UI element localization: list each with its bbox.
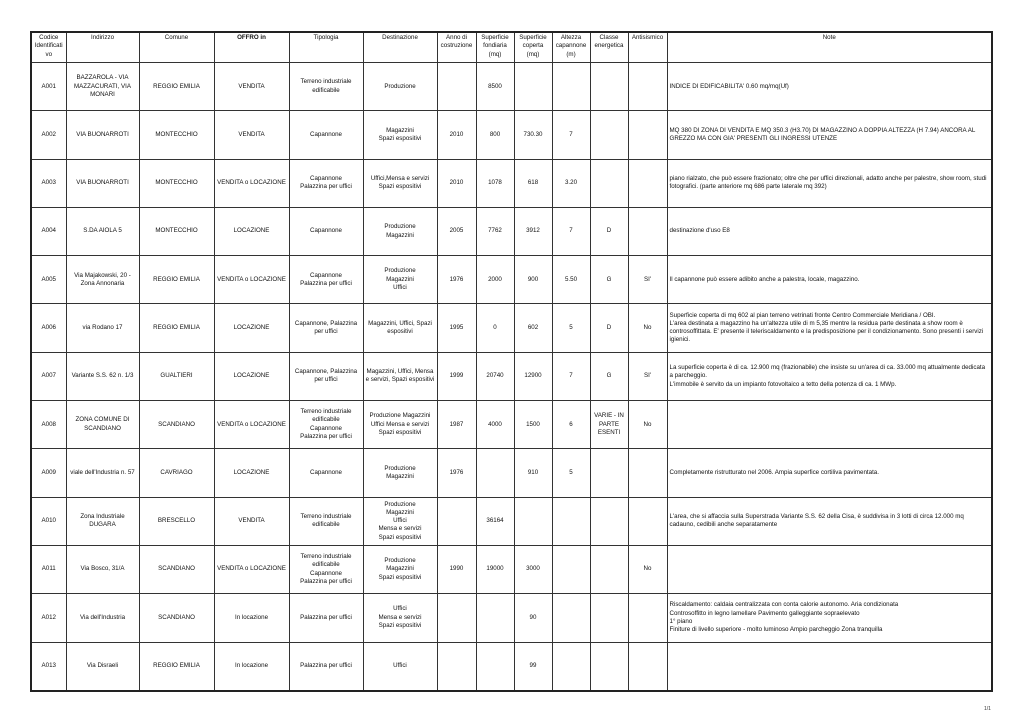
table-row (31, 63, 992, 111)
cell-code: A003 (31, 159, 66, 207)
cell-type: Capannone (289, 111, 363, 159)
table-row (31, 207, 992, 255)
cell-offer: LOCAZIONE (214, 304, 289, 352)
header-use: Destinazione (363, 32, 437, 63)
cell-height (552, 545, 590, 593)
cell-covered-area: 12900 (514, 352, 552, 400)
cell-height: 5 (552, 304, 590, 352)
cell-offer: VENDITA (214, 497, 289, 545)
cell-height: 3.20 (552, 159, 590, 207)
cell-year: 1990 (437, 545, 476, 593)
cell-land-area: 800 (476, 111, 514, 159)
cell-height: 7 (552, 207, 590, 255)
cell-year (437, 497, 476, 545)
cell-notes: Superficie coperta di mq 602 al pian terreno vetrinati fronte Centro Commerciale Meridiana / OBI. L'area destinata a magazzino ha un'altezza utile di m 5,35 mentre la residua parte destinata a show room è controsoffittata. E' presente il teleriscaldamento e la predisposizione per il condizionamento. Sono presenti i servizi igienici. (667, 304, 992, 352)
cell-notes (667, 642, 992, 691)
cell-covered-area: 910 (514, 449, 552, 497)
cell-year (437, 594, 476, 642)
table-header (31, 32, 992, 63)
cell-covered-area (514, 497, 552, 545)
cell-type: Capannone, Palazzina per uffici (289, 304, 363, 352)
header-year: Anno di costruzione (437, 32, 476, 63)
cell-land-area: 4000 (476, 401, 514, 449)
cell-antiseismic (628, 111, 667, 159)
cell-notes: MQ 380 DI ZONA DI VENDITA E MQ 350.3 (H3.70) DI MAGAZZINO A DOPPIA ALTEZZA (H 7.94) ANCORA AL GREZZO MA CON GIA' PRESENTI GLI INGRESSI UTENZE (667, 111, 992, 159)
cell-antiseismic (628, 63, 667, 111)
cell-land-area: 36164 (476, 497, 514, 545)
cell-height (552, 63, 590, 111)
header-address: Indirizzo (66, 32, 139, 63)
cell-code: A006 (31, 304, 66, 352)
cell-antiseismic (628, 497, 667, 545)
cell-year: 1987 (437, 401, 476, 449)
cell-use: Produzione Magazzini (363, 207, 437, 255)
cell-notes: Il capannone può essere adibito anche a palestra, locale, magazzino. (667, 256, 992, 304)
cell-offer: In locazione (214, 642, 289, 691)
cell-land-area: 20740 (476, 352, 514, 400)
cell-height: 7 (552, 111, 590, 159)
cell-use: Magazzini, Uffici, Spazi espositivi (363, 304, 437, 352)
header-type: Tipologia (289, 32, 363, 63)
cell-notes: La superficie coperta è di ca. 12.900 mq (frazionabile) che insiste su un'area di ca. 33.000 mq attualmente dedicata a parcheggio. L'immobile è servito da un impianto fotovoltaico a tetto della potenza di ca. 1 MWp. (667, 352, 992, 400)
cell-address: ZONA COMUNE DI SCANDIANO (66, 401, 139, 449)
cell-year: 1976 (437, 449, 476, 497)
cell-municipality: SCANDIANO (139, 545, 214, 593)
header-notes: Note (667, 32, 992, 63)
cell-covered-area: 99 (514, 642, 552, 691)
cell-offer: LOCAZIONE (214, 207, 289, 255)
cell-code: A008 (31, 401, 66, 449)
cell-year (437, 642, 476, 691)
cell-address: Via Majakowski, 20 - Zona Annonaria (66, 256, 139, 304)
cell-type: Terreno industriale edificabile Capannone Palazzina per uffici (289, 545, 363, 593)
cell-use: Produzione (363, 63, 437, 111)
cell-antiseismic: SI' (628, 256, 667, 304)
table-body (31, 63, 992, 691)
cell-address: Zona Industriale DUGARA (66, 497, 139, 545)
cell-municipality: BRESCELLO (139, 497, 214, 545)
cell-covered-area: 900 (514, 256, 552, 304)
table-row (31, 594, 992, 642)
cell-use: Produzione Magazzini Spazi espositivi (363, 545, 437, 593)
table-row (31, 449, 992, 497)
cell-use: Magazzini, Uffici, Mensa e servizi, Spazi espositivi (363, 352, 437, 400)
header-height: Altezza capannone (m) (552, 32, 590, 63)
cell-height (552, 497, 590, 545)
cell-land-area (476, 449, 514, 497)
cell-address: VIA BUONARROTI (66, 111, 139, 159)
cell-type: Capannone, Palazzina per uffici (289, 352, 363, 400)
cell-use: Magazzini Spazi espositivi (363, 111, 437, 159)
cell-land-area: 0 (476, 304, 514, 352)
cell-code: A001 (31, 63, 66, 111)
cell-year: 2010 (437, 159, 476, 207)
cell-use: Produzione Magazzini (363, 449, 437, 497)
cell-code: A005 (31, 256, 66, 304)
table-row (31, 159, 992, 207)
cell-type: Terreno industriale edificabile Capannone Palazzina per uffici (289, 401, 363, 449)
cell-offer: LOCAZIONE (214, 352, 289, 400)
cell-municipality: REGGIO EMILIA (139, 63, 214, 111)
cell-land-area (476, 594, 514, 642)
cell-notes: destinazione d'uso E8 (667, 207, 992, 255)
cell-year: 1976 (437, 256, 476, 304)
header-code: Codice Identificati vo (31, 32, 66, 63)
cell-address: Variante S.S. 62 n. 1/3 (66, 352, 139, 400)
cell-covered-area: 90 (514, 594, 552, 642)
cell-year: 2010 (437, 111, 476, 159)
cell-energy-class (590, 642, 628, 691)
table-row (31, 497, 992, 545)
cell-notes: piano rialzato, che può essere frazionato; oltre che per uffici direzionali, adatto anche per palestre, show room, studi fotografici. (parte anteriore mq 686 parte laterale mq 392) (667, 159, 992, 207)
cell-antiseismic: SI' (628, 352, 667, 400)
cell-covered-area: 1500 (514, 401, 552, 449)
cell-address: VIA BUONARROTI (66, 159, 139, 207)
cell-year: 2005 (437, 207, 476, 255)
cell-municipality: GUALTIERI (139, 352, 214, 400)
cell-code: A007 (31, 352, 66, 400)
cell-height: 5 (552, 449, 590, 497)
cell-type: Capannone Palazzina per uffici (289, 159, 363, 207)
cell-energy-class (590, 111, 628, 159)
cell-type: Palazzina per uffici (289, 594, 363, 642)
cell-code: A009 (31, 449, 66, 497)
cell-type: Capannone Palazzina per uffici (289, 256, 363, 304)
property-listing-table (30, 31, 993, 692)
cell-energy-class: D (590, 207, 628, 255)
cell-notes: Riscaldamento: caldaia centralizzata con conta calorie autonomo. Aria condizionata Controsoffitto in legno lamellare Pavimento galleggiante sopraelevato 1° piano Finiture di livello superiore - molto luminoso Ampio parcheggio Zona tranquilla (667, 594, 992, 642)
cell-address: Via dell'Industria (66, 594, 139, 642)
cell-municipality: SCANDIANO (139, 594, 214, 642)
cell-year: 1995 (437, 304, 476, 352)
cell-offer: VENDITA o LOCAZIONE (214, 159, 289, 207)
cell-notes (667, 545, 992, 593)
cell-offer: VENDITA (214, 63, 289, 111)
cell-notes: L'area, che si affaccia sulla Superstrada Variante S.S. 62 della Cisa, è suddivisa in 3 lotti di circa 12.000 mq cadauno, cedibili anche separatamente (667, 497, 992, 545)
cell-energy-class (590, 497, 628, 545)
cell-municipality: REGGIO EMILIA (139, 304, 214, 352)
cell-address: S.DA AIOLA 5 (66, 207, 139, 255)
cell-code: A013 (31, 642, 66, 691)
cell-offer: VENDITA (214, 111, 289, 159)
header-covered-area: Superficie coperta (mq) (514, 32, 552, 63)
cell-municipality: REGGIO EMILIA (139, 642, 214, 691)
cell-energy-class (590, 545, 628, 593)
cell-antiseismic: No (628, 545, 667, 593)
cell-energy-class (590, 63, 628, 111)
header-municipality: Comune (139, 32, 214, 63)
cell-address: viale dell'Industria n. 57 (66, 449, 139, 497)
cell-municipality: CAVRIAGO (139, 449, 214, 497)
cell-address: BAZZAROLA - VIA MAZZACURATI, VIA MONARI (66, 63, 139, 111)
table-row (31, 111, 992, 159)
cell-antiseismic: No (628, 401, 667, 449)
cell-land-area (476, 642, 514, 691)
table-row (31, 256, 992, 304)
cell-land-area: 19000 (476, 545, 514, 593)
cell-address: Via Bosco, 31/A (66, 545, 139, 593)
table-row (31, 545, 992, 593)
page-number: 1/1 (984, 706, 991, 712)
cell-offer: VENDITA o LOCAZIONE (214, 256, 289, 304)
cell-covered-area: 3000 (514, 545, 552, 593)
cell-code: A002 (31, 111, 66, 159)
cell-offer: VENDITA o LOCAZIONE (214, 401, 289, 449)
cell-municipality: MONTECCHIO (139, 111, 214, 159)
cell-height (552, 594, 590, 642)
cell-year (437, 63, 476, 111)
cell-land-area: 2000 (476, 256, 514, 304)
cell-year: 1999 (437, 352, 476, 400)
cell-land-area: 7762 (476, 207, 514, 255)
cell-antiseismic (628, 159, 667, 207)
cell-use: Uffici Mensa e servizi Spazi espositivi (363, 594, 437, 642)
table-row (31, 642, 992, 691)
cell-notes: Completamente ristrutturato nel 2006. Ampia superfice cortiliva pavimentata. (667, 449, 992, 497)
cell-antiseismic (628, 449, 667, 497)
cell-offer: LOCAZIONE (214, 449, 289, 497)
cell-antiseismic (628, 642, 667, 691)
cell-type: Terreno industriale edificabile (289, 63, 363, 111)
cell-antiseismic (628, 594, 667, 642)
cell-covered-area (514, 63, 552, 111)
cell-use: Produzione Magazzini Uffici Mensa e servizi Spazi espositivi (363, 497, 437, 545)
cell-use: Uffici,Mensa e servizi Spazi espositivi (363, 159, 437, 207)
cell-covered-area: 730.30 (514, 111, 552, 159)
cell-address: via Rodano 17 (66, 304, 139, 352)
cell-offer: VENDITA o LOCAZIONE (214, 545, 289, 593)
cell-energy-class: G (590, 256, 628, 304)
table-row (31, 352, 992, 400)
cell-notes (667, 401, 992, 449)
cell-antiseismic (628, 207, 667, 255)
cell-land-area: 8500 (476, 63, 514, 111)
cell-address: Via Disraeli (66, 642, 139, 691)
cell-code: A010 (31, 497, 66, 545)
cell-municipality: REGGIO EMILIA (139, 256, 214, 304)
table-row (31, 304, 992, 352)
cell-height: 6 (552, 401, 590, 449)
cell-municipality: MONTECCHIO (139, 159, 214, 207)
cell-height: 7 (552, 352, 590, 400)
cell-energy-class: VARIE - IN PARTE ESENTI (590, 401, 628, 449)
header-antiseismic: Antisismico (628, 32, 667, 63)
cell-energy-class (590, 159, 628, 207)
cell-code: A004 (31, 207, 66, 255)
cell-energy-class: D (590, 304, 628, 352)
cell-height: 5.50 (552, 256, 590, 304)
cell-type: Capannone (289, 207, 363, 255)
cell-antiseismic: No (628, 304, 667, 352)
cell-energy-class (590, 449, 628, 497)
header-energy-class: Classe energetica (590, 32, 628, 63)
cell-covered-area: 3912 (514, 207, 552, 255)
cell-use: Produzione Magazzini Uffici (363, 256, 437, 304)
cell-use: Produzione Magazzini Uffici Mensa e servizi Spazi espositivi (363, 401, 437, 449)
cell-code: A011 (31, 545, 66, 593)
cell-notes: INDICE DI EDIFICABILITA' 0.60 mq/mq(Uf) (667, 63, 992, 111)
cell-energy-class: G (590, 352, 628, 400)
cell-energy-class (590, 594, 628, 642)
header-row (31, 32, 992, 63)
cell-code: A012 (31, 594, 66, 642)
cell-offer: In locazione (214, 594, 289, 642)
cell-type: Palazzina per uffici (289, 642, 363, 691)
header-land-area: Superficie fondiaria (mq) (476, 32, 514, 63)
cell-covered-area: 618 (514, 159, 552, 207)
cell-municipality: MONTECCHIO (139, 207, 214, 255)
cell-type: Capannone (289, 449, 363, 497)
cell-land-area: 1078 (476, 159, 514, 207)
cell-height (552, 642, 590, 691)
cell-type: Terreno industriale edificabile (289, 497, 363, 545)
header-offer: OFFRO in (214, 32, 289, 63)
table-row (31, 401, 992, 449)
cell-use: Uffici (363, 642, 437, 691)
cell-covered-area: 602 (514, 304, 552, 352)
cell-municipality: SCANDIANO (139, 401, 214, 449)
